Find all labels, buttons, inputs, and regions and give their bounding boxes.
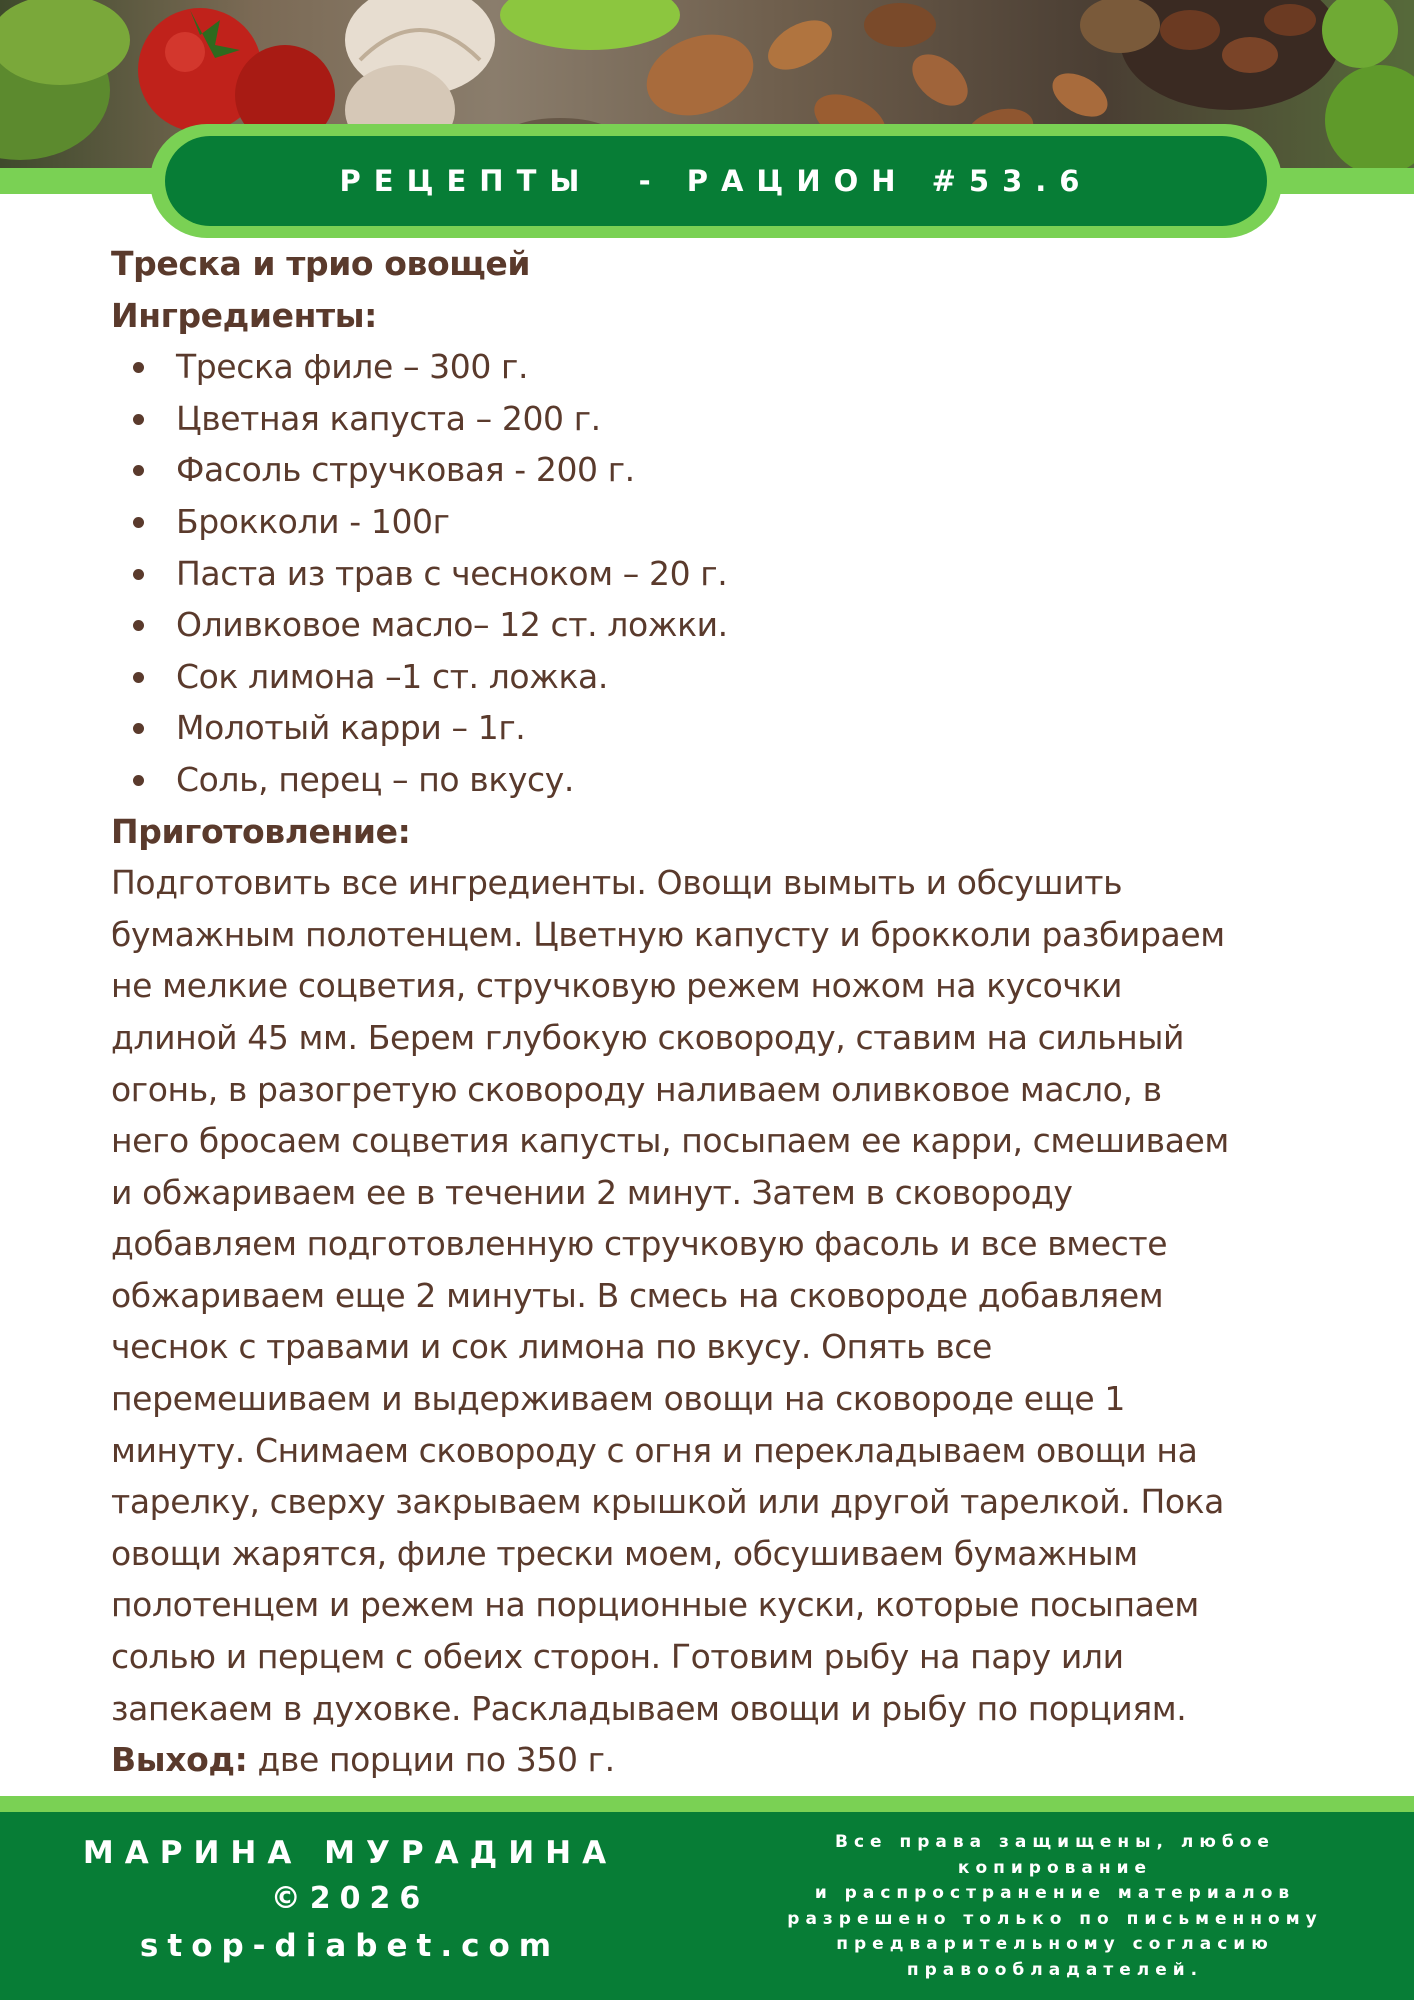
ingredient-text: Фасоль стручковая - 200 г.	[176, 450, 635, 490]
ingredients-list	[111, 341, 1321, 805]
website-link[interactable]: stop-diabet.com	[139, 1928, 561, 1964]
title-banner-inner	[165, 136, 1267, 226]
preparation-line: овощи жарятся, филе трески моем, обсушиваем бумажным	[111, 1533, 1138, 1573]
list-item	[176, 393, 1321, 445]
preparation-text	[111, 857, 1321, 1734]
list-item	[176, 651, 1321, 703]
ingredient-text: Соль, перец – по вкусу.	[176, 759, 574, 799]
preparation-line: бумажным полотенцем. Цветную капусту и брокколи разбираем	[111, 914, 1225, 954]
ingredient-text: Треска филе – 300 г.	[176, 347, 529, 387]
recipe-content	[111, 238, 1321, 1786]
ingredient-text: Брокколи - 100г	[176, 501, 450, 541]
bullet-icon	[133, 723, 144, 734]
footer	[0, 1812, 1414, 2000]
preparation-line: длиной 45 мм. Берем глубокую сковороду, ставим на сильный	[111, 1017, 1185, 1057]
ingredient-text: Цветная капуста – 200 г.	[176, 398, 601, 438]
preparation-line: полотенцем и режем на порционные куски, которые посыпаем	[111, 1585, 1199, 1625]
preparation-line: запекаем в духовке. Раскладываем овощи и рыбу по порциям.	[111, 1688, 1187, 1728]
preparation-heading: Приготовление:	[111, 811, 411, 851]
preparation-line: минуту. Снимаем сковороду с огня и перекладываем овощи на	[111, 1430, 1198, 1470]
preparation-line: огонь, в разогретую сковороду наливаем оливковое масло, в	[111, 1069, 1162, 1109]
footer-author-block	[50, 1830, 650, 1970]
preparation-line: Подготовить все ингредиенты. Овощи вымыть и обсушить	[111, 863, 1123, 903]
yield-label: Выход:	[111, 1740, 248, 1780]
bullet-icon	[133, 414, 144, 425]
ingredient-text: Сок лимона –1 ст. ложка.	[176, 656, 608, 696]
page-title: РЕЦЕПТЫ - РАЦИОН #53.6	[339, 164, 1093, 198]
preparation-line: чеснок с травами и сок лимона по вкусу. Опять все	[111, 1327, 992, 1367]
title-banner	[150, 124, 1282, 238]
ingredient-text: Молотый карри – 1г.	[176, 708, 526, 748]
list-item	[176, 702, 1321, 754]
list-item	[176, 444, 1321, 496]
bullet-icon	[133, 620, 144, 631]
yield-value: две порции по 350 г.	[247, 1740, 615, 1780]
ingredient-text: Паста из трав с чесноком – 20 г.	[176, 553, 728, 593]
list-item	[176, 754, 1321, 806]
preparation-line: добавляем подготовленную стручковую фасоль и все вместе	[111, 1224, 1168, 1264]
list-item	[176, 548, 1321, 600]
preparation-line: перемешиваем и выдерживаем овощи на сковороде еще 1	[111, 1379, 1125, 1419]
rights-notice: Все права защищены, любое копирование и распространение материалов разрешено только по письменному предварительному согласию правообладателей.	[787, 1832, 1323, 1980]
preparation-line: не мелкие соцветия, стручковую режем ножом на кусочки	[111, 966, 1123, 1006]
copyright-year: ©2026	[270, 1881, 430, 1916]
preparation-line: солью и перцем с обеих сторон. Готовим рыбу на пару или	[111, 1637, 1124, 1677]
list-item	[176, 496, 1321, 548]
ingredients-heading: Ингредиенты:	[111, 295, 377, 335]
preparation-line: тарелку, сверху закрываем крышкой или другой тарелкой. Пока	[111, 1482, 1224, 1522]
preparation-line: обжариваем еще 2 минуты. В смесь на сковороде добавляем	[111, 1275, 1164, 1315]
preparation-line: него бросаем соцветия капусты, посыпаем ее карри, смешиваем	[111, 1121, 1229, 1161]
footer-green-band	[0, 1796, 1414, 1812]
bullet-icon	[133, 465, 144, 476]
list-item	[176, 341, 1321, 393]
author-name: МАРИНА МУРАДИНА	[82, 1835, 618, 1871]
bullet-icon	[133, 569, 144, 580]
ingredient-text: Оливковое масло– 12 ст. ложки.	[176, 605, 728, 645]
bullet-icon	[133, 517, 144, 528]
preparation-line: и обжариваем ее в течении 2 минут. Затем в сковороду	[111, 1172, 1073, 1212]
bullet-icon	[133, 362, 144, 373]
recipe-name: Треска и трио овощей	[111, 244, 531, 283]
bullet-icon	[133, 672, 144, 683]
bullet-icon	[133, 775, 144, 786]
yield-line	[111, 1734, 1321, 1786]
list-item	[176, 599, 1321, 651]
